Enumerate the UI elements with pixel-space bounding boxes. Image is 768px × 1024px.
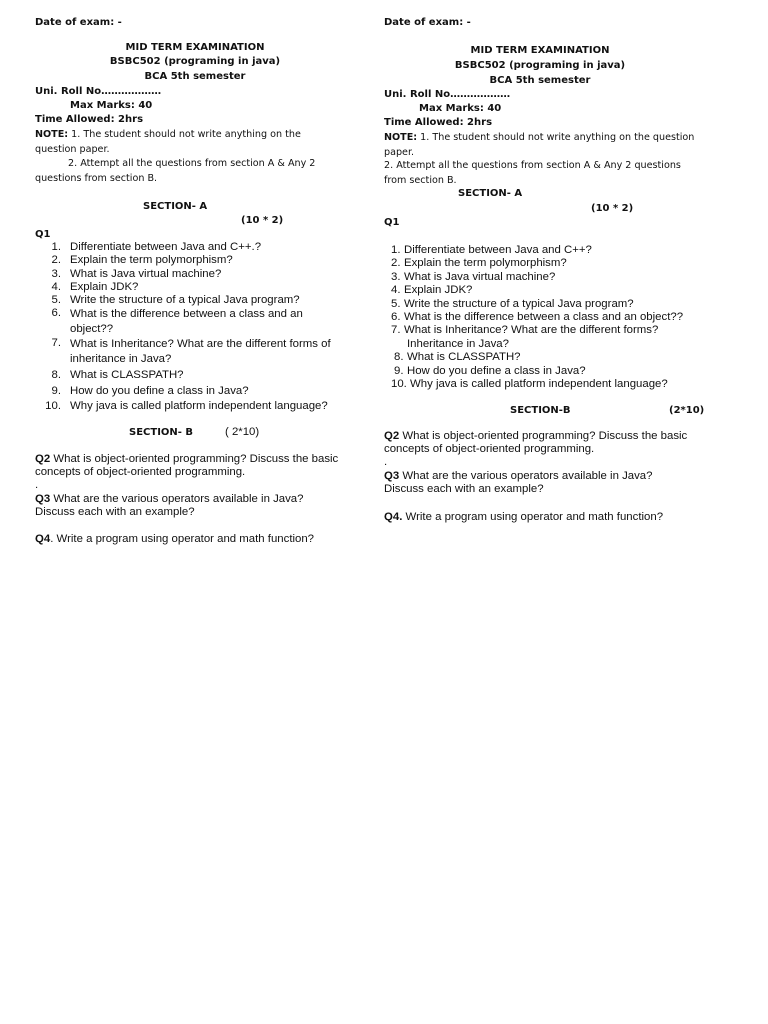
exam-title: MID TERM EXAMINATION bbox=[470, 45, 610, 56]
exam-title: MID TERM EXAMINATION bbox=[125, 42, 265, 53]
list-item: 5. Write the structure of a typical Java program? bbox=[391, 297, 634, 310]
stray-dot: . bbox=[35, 479, 39, 491]
section-a-heading: SECTION- A bbox=[143, 201, 208, 212]
list-item: 10. Why java is called platform independent language? bbox=[45, 400, 328, 413]
time-allowed: Time Allowed: 2hrs bbox=[35, 114, 144, 125]
note-2: 2. Attempt all the questions from section A & Any 2 questions from section B. bbox=[384, 160, 681, 186]
q1-list bbox=[384, 244, 704, 391]
section-a-heading: SECTION- A bbox=[458, 188, 523, 199]
list-item: 6. What is the difference between a class and an object?? bbox=[391, 310, 684, 323]
question-3: Q3 What are the various operators available in Java? Discuss each with an example? bbox=[35, 493, 304, 518]
exam-date: Date of exam: - bbox=[384, 17, 471, 28]
section-a-marks: (10 * 2) bbox=[591, 203, 634, 214]
course-code: BSBC502 (programing in java) bbox=[109, 56, 281, 67]
time-allowed: Time Allowed: 2hrs bbox=[384, 117, 493, 128]
roll-number: Uni. Roll No……………… bbox=[35, 86, 162, 97]
exam-date: Date of exam: - bbox=[35, 17, 122, 28]
list-item: 8. What is CLASSPATH? bbox=[394, 351, 521, 364]
max-marks: Max Marks: 40 bbox=[419, 103, 502, 114]
q1-label: Q1 bbox=[384, 217, 400, 228]
roll-number: Uni. Roll No……………… bbox=[384, 89, 511, 100]
section-b-heading: SECTION-B bbox=[510, 405, 571, 416]
question-2: Q2 What is object-oriented programming? Discuss the basic concepts of object-oriented programming. bbox=[384, 430, 688, 455]
list-item: Inheritance in Java? bbox=[407, 337, 509, 350]
question-3: Q3 What are the various operators available in Java? Discuss each with an example? bbox=[384, 470, 653, 495]
stray-dot: . bbox=[384, 456, 388, 468]
q1-list bbox=[35, 241, 345, 415]
section-a-marks: (10 * 2) bbox=[241, 215, 284, 226]
list-item: 3. What is Java virtual machine? bbox=[51, 267, 222, 280]
note-1: NOTE: 1. The student should not write anything on the question paper. bbox=[384, 132, 695, 158]
q1-label: Q1 bbox=[35, 229, 51, 240]
section-b-marks: ( 2*10) bbox=[225, 426, 260, 438]
list-item: 3. What is Java virtual machine? bbox=[391, 270, 556, 283]
note-label: NOTE: bbox=[384, 132, 418, 143]
list-item: 9. How do you define a class in Java? bbox=[51, 385, 249, 398]
list-item: 8. What is CLASSPATH? bbox=[51, 369, 184, 382]
section-b-marks: (2*10) bbox=[669, 405, 705, 416]
note-1: NOTE: 1. The student should not write anything on the question paper. bbox=[35, 129, 301, 155]
question-2: Q2 What is object-oriented programming? Discuss the basic concepts of object-oriented programming. bbox=[35, 453, 339, 478]
question-4: Q4. Write a program using operator and math function? bbox=[384, 511, 664, 523]
semester: BCA 5th semester bbox=[144, 71, 246, 82]
list-item: 1. Differentiate between Java and C++.? bbox=[51, 241, 262, 253]
list-item: 2. Explain the term polymorphism? bbox=[391, 257, 567, 270]
list-item: 7. What is Inheritance? What are the different forms? bbox=[391, 324, 659, 337]
list-item: 4. Explain JDK? bbox=[51, 280, 139, 293]
list-item: 2. Explain the term polymorphism? bbox=[51, 254, 233, 267]
course-code: BSBC502 (programing in java) bbox=[454, 60, 626, 71]
list-item: 7. What is Inheritance? What are the different forms of inheritance in Java? bbox=[51, 337, 331, 366]
note-label: NOTE: bbox=[35, 129, 69, 140]
question-4: Q4. Write a program using operator and math function? bbox=[35, 533, 315, 545]
list-item: 5. Write the structure of a typical Java program? bbox=[51, 294, 300, 307]
list-item: 6. What is the difference between a class and an object?? bbox=[51, 307, 303, 336]
list-item: 4. Explain JDK? bbox=[391, 284, 473, 297]
semester: BCA 5th semester bbox=[489, 75, 591, 86]
list-item: 10. Why java is called platform independent language? bbox=[391, 377, 668, 390]
note-2: 2. Attempt all the questions from section A & Any 2 questions from section B. bbox=[35, 158, 316, 184]
list-item: 9. How do you define a class in Java? bbox=[394, 364, 586, 377]
max-marks: Max Marks: 40 bbox=[70, 100, 153, 111]
section-b-heading: SECTION- B bbox=[129, 427, 194, 438]
list-item: 1. Differentiate between Java and C++? bbox=[391, 244, 592, 256]
